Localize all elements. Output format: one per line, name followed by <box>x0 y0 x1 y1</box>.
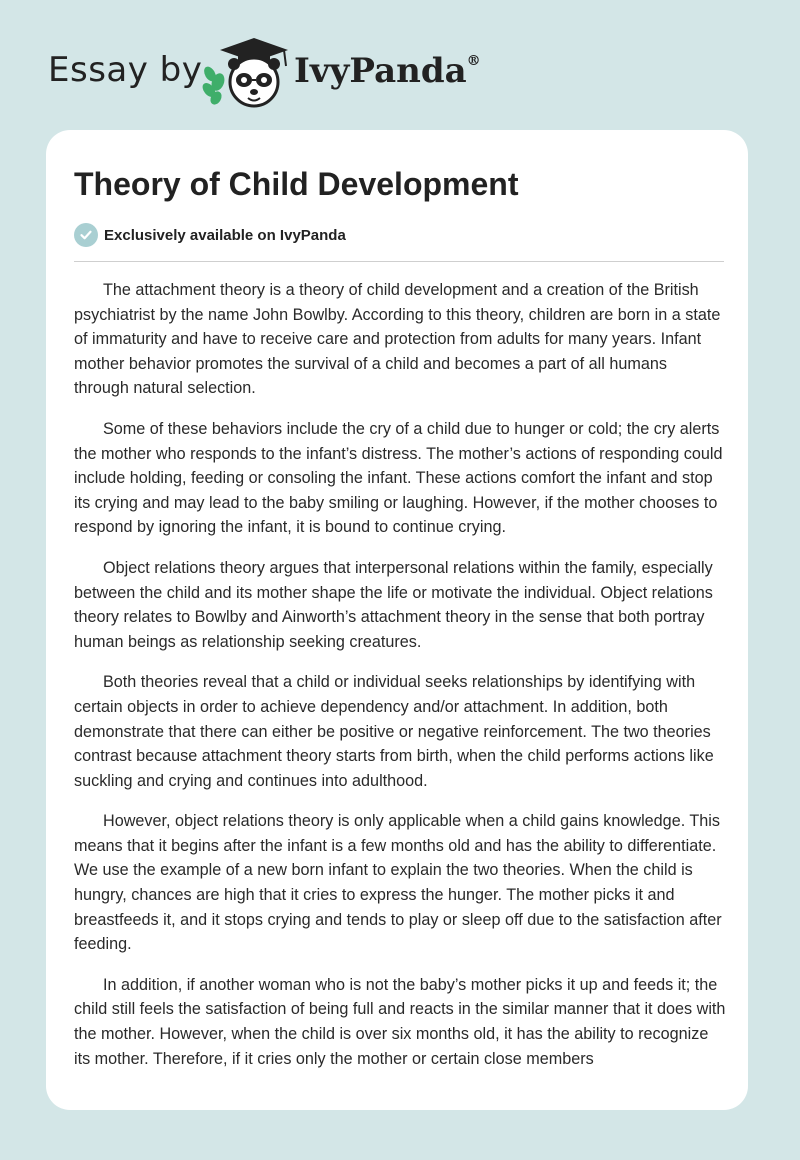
brand-name[interactable]: IvyPanda® <box>294 51 481 91</box>
page-title: Theory of Child Development <box>74 166 519 202</box>
divider <box>74 261 724 262</box>
paragraph: Some of these behaviors include the cry of a child due to hunger or cold; the cry alerts the mother who responds to the infant’s distress. The mother’s actions of responding could include holding, feeding or consoling the infant. These actions comfort the infant and stop its crying and may lead to the baby smiling or laughing. However, if the mother chooses to respond by ignoring the infant, it is bound to continue crying. <box>74 419 723 537</box>
panda-logo-icon[interactable] <box>198 36 294 112</box>
exclusive-badge <box>74 222 346 248</box>
paragraph: Both theories reveal that a child or individual seeks relationships by identifying with certain objects in order to achieve dependency and/or attachment. In addition, both demonstrate that there can either be positive or negative reinforcement. The two theories contrast because attachment theory starts from birth, when the child performs actions like suckling and crying and continues into adulthood. <box>74 673 714 790</box>
registered-mark: ® <box>466 53 481 69</box>
paragraph: Object relations theory argues that interpersonal relations within the family, especially between the child and its mother shape the life or motivate the individual. Object relations theory relates to Bowlby and Ainworth’s attachment theory in the sense that both portray human beings as relationship seeking creatures. <box>74 558 713 651</box>
paragraph: In addition, if another woman who is not the baby’s mother picks it up and feeds it; the child still feels the satisfaction of being full and reacts in the similar manner that it does with the mother. However, when the child is over six months old, it has the ability to recognize its mother. Therefore, if it cries only the mother or certain close members <box>74 975 726 1068</box>
essay-by-label: Essay by <box>48 50 203 90</box>
paragraph: The attachment theory is a theory of child development and a creation of the British psychiatrist by the name John Bowlby. According to this theory, children are born in a state of immaturity and have to receive care and protection from adults for many years. Infant mother behavior promotes the survival of a child and becomes a part of all humans through natural selection. <box>74 281 721 398</box>
essay-card <box>46 130 748 1110</box>
site-header <box>0 0 800 130</box>
essay-body <box>74 278 726 1087</box>
check-icon <box>74 223 98 247</box>
paragraph: However, object relations theory is only applicable when a child gains knowledge. This means that it begins after the infant is a few months old and has the ability to differentiate. We use the example of a new born infant to explain the two theories. When the child is hungry, chances are high that it cries to express the hunger. The mother picks it and breastfeeds it, and it stops crying and tends to play or sleep off due to the satisfaction after feeding. <box>74 812 722 954</box>
exclusive-badge-label: Exclusively available on IvyPanda <box>104 226 346 244</box>
